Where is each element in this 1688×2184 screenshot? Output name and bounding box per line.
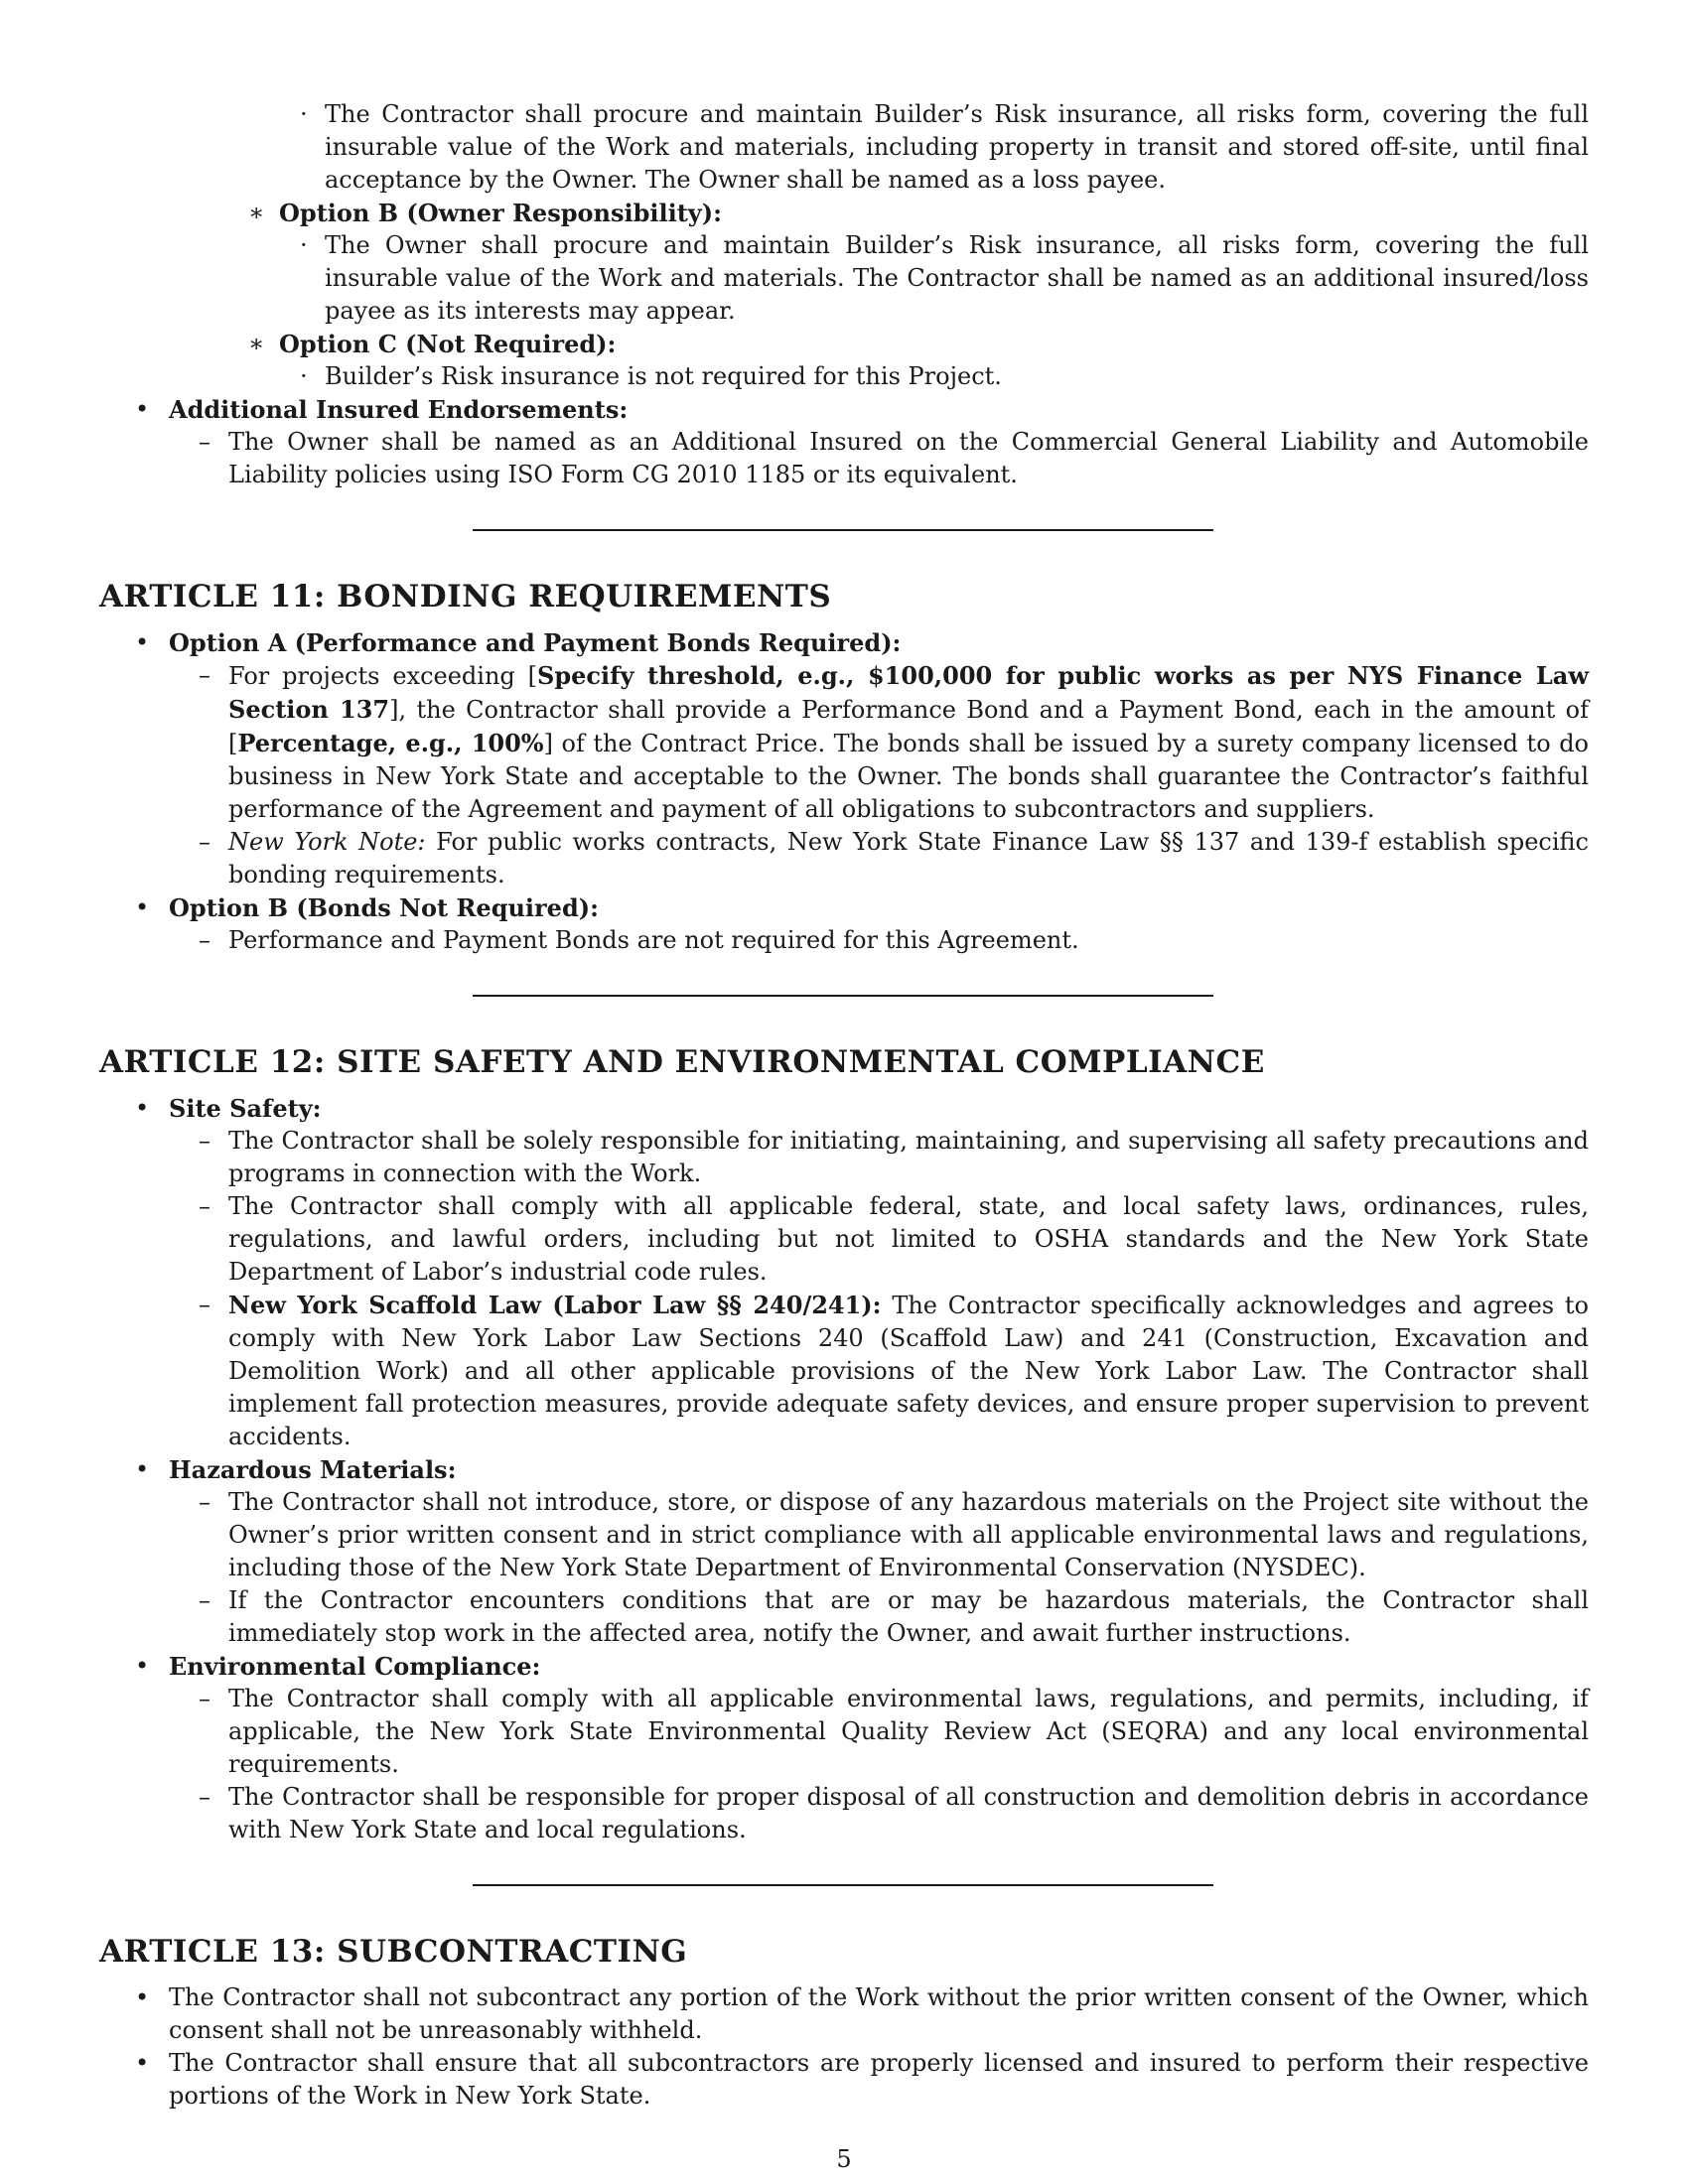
ny-note-text: For public works contracts, New York State Finance Law §§ 137 and 139-f establish specific bonding requirements.: [228, 828, 1590, 888]
bullet-asterisk: ∗: [248, 199, 265, 226]
scaffold-law-item: [228, 1289, 1589, 1453]
list-item: [99, 924, 1589, 957]
list-item: [99, 197, 1589, 229]
bullet-dash: –: [199, 1488, 211, 1516]
scaffold-law-text: The Contractor specifically acknowledges and agrees to comply with New York Labor Law Sections 240 (Scaffold Law) and 241 (Construction, Excavation and Demolition Work) and all other applicable provisions of the New York Labor Law. The Contractor shall implement fall protection measures, provide adequate safety devices, and ensure proper supervision to prevent accidents.: [228, 1292, 1590, 1450]
bullet-dash: –: [199, 1192, 211, 1220]
list-item: [99, 2047, 1589, 2113]
builders-risk-option-b-label: Option B (Owner Responsibility):: [279, 199, 722, 227]
list-item: [99, 1453, 1589, 1486]
article-11-heading: ARTICLE 11: BONDING REQUIREMENTS: [99, 579, 832, 614]
list-item: [99, 426, 1589, 491]
bullet-dash: –: [199, 661, 211, 689]
ny-note: [228, 826, 1589, 891]
article-13-heading: ARTICLE 13: SUBCONTRACTING: [99, 1934, 688, 1970]
bonds-option-b-text: Performance and Payment Bonds are not required for this Agreement.: [228, 926, 1079, 954]
environmental-compliance-item-1: The Contractor shall comply with all applicable environmental laws, regulations, and permits, including, if applicable, the New York State Environmental Quality Review Act (SEQRA) and any local environmental requirements.: [228, 1685, 1589, 1778]
bullet-dash: –: [199, 828, 211, 856]
page-number: 5: [836, 2145, 852, 2173]
list-item: [99, 626, 1589, 659]
list-item: [99, 826, 1589, 891]
text-run: ], the Contractor shall provide a Performance Bond and a Payment Bond, each in the amount of [: [228, 696, 1589, 757]
list-item: [99, 1584, 1589, 1650]
bullet-dash: –: [199, 428, 211, 456]
document-body: [99, 98, 1589, 2113]
bullet-dot: ·: [300, 231, 308, 259]
list-item: [99, 360, 1589, 393]
bullet: •: [135, 2049, 150, 2077]
bullet: •: [135, 628, 150, 656]
additional-insured-label: Additional Insured Endorsements:: [169, 395, 629, 424]
list-item: [99, 229, 1589, 328]
bullet-dash: –: [199, 1291, 211, 1318]
percentage-placeholder: Percentage, e.g., 100%: [237, 729, 544, 757]
environmental-compliance-label: Environmental Compliance:: [169, 1652, 541, 1681]
hazardous-materials-item-1: The Contractor shall not introduce, store, or dispose of any hazardous materials on the Project site without the Owner’s prior written consent and in strict compliance with all applicable environmental laws and regulations, including those of the New York State Department of Environmental Conservation (NYSDEC).: [228, 1488, 1589, 1581]
additional-insured-text: The Owner shall be named as an Additional Insured on the Commercial General Liability and Automobile Liability policies using ISO Form CG 2010 1185 or its equivalent.: [228, 428, 1589, 488]
site-safety-item-2: The Contractor shall comply with all applicable federal, state, and local safety laws, ordinances, rules, regulations, and lawful orders, including but not limited to OSHA standards and the New York State Department of Labor’s industrial code rules.: [228, 1192, 1589, 1286]
bonds-option-a-text: [228, 659, 1589, 826]
list-item: [99, 393, 1589, 426]
builders-risk-option-c-text: Builder’s Risk insurance is not required for this Project.: [325, 362, 1002, 390]
list-item: [99, 328, 1589, 360]
list-item: [99, 1092, 1589, 1125]
list-item: [99, 1289, 1589, 1453]
list-item: [99, 1125, 1589, 1190]
bullet-dash: –: [199, 1127, 211, 1155]
text-run: For projects exceeding [: [228, 662, 538, 690]
bullet: •: [135, 1983, 150, 2011]
list-item: [99, 1781, 1589, 1846]
list-item: [99, 1650, 1589, 1683]
bullet-asterisk: ∗: [248, 330, 265, 357]
bullet: •: [135, 395, 150, 423]
threshold-placeholder: Specify threshold, e.g., $100,000 for public works as per NYS Finance Law Section 137: [228, 661, 1589, 724]
bullet: •: [135, 893, 150, 921]
bullet-dash: –: [199, 1685, 211, 1712]
builders-risk-option-a-text: The Contractor shall procure and maintain Builder’s Risk insurance, all risks form, covering the full insurable value of the Work and materials, including property in transit and stored off-site, until final acceptance by the Owner. The Owner shall be named as a loss payee.: [325, 100, 1589, 194]
hazardous-materials-label: Hazardous Materials:: [169, 1455, 457, 1484]
list-item: [99, 1981, 1589, 2047]
text-run: ] of the Contract Price. The bonds shall be issued by a surety company licensed to do business in New York State and acceptable to the Owner. The bonds shall guarantee the Contractor’s faithful performance of the Agreement and payment of all obligations to subcontractors and suppliers.: [228, 730, 1590, 823]
subcontracting-item-2: The Contractor shall ensure that all subcontractors are properly licensed and insured to perform their respective portions of the Work in New York State.: [169, 2049, 1589, 2110]
bullet: •: [135, 1094, 150, 1122]
list-item: [99, 659, 1589, 826]
list-item: [99, 1190, 1589, 1289]
list-item: [99, 98, 1589, 197]
ny-note-label: New York Note:: [228, 828, 426, 856]
bullet-dot: ·: [300, 362, 308, 390]
list-item: [99, 891, 1589, 924]
bullet: •: [135, 1455, 150, 1483]
hazardous-materials-item-2: If the Contractor encounters conditions that are or may be hazardous materials, the Contractor shall immediately stop work in the affected area, notify the Owner, and await further instructions.: [228, 1586, 1589, 1647]
bullet-dash: –: [199, 1783, 211, 1811]
bullet: •: [135, 1652, 150, 1680]
bonds-option-a-label: Option A (Performance and Payment Bonds Required):: [169, 628, 902, 657]
bullet-dash: –: [199, 926, 211, 954]
site-safety-label: Site Safety:: [169, 1094, 322, 1123]
list-item: [99, 1486, 1589, 1584]
list-item: [99, 1683, 1589, 1781]
bonds-option-b-label: Option B (Bonds Not Required):: [169, 893, 599, 922]
environmental-compliance-item-2: The Contractor shall be responsible for proper disposal of all construction and demolition debris in accordance with New York State and local regulations.: [228, 1783, 1589, 1843]
builders-risk-option-c-label: Option C (Not Required):: [279, 330, 617, 358]
subcontracting-item-1: The Contractor shall not subcontract any portion of the Work without the prior written consent of the Owner, which consent shall not be unreasonably withheld.: [169, 1983, 1589, 2044]
scaffold-law-label: New York Scaffold Law (Labor Law §§ 240/241):: [228, 1291, 882, 1319]
site-safety-item-1: The Contractor shall be solely responsible for initiating, maintaining, and supervising all safety precautions and programs in connection with the Work.: [228, 1127, 1589, 1187]
article-12-heading: ARTICLE 12: SITE SAFETY AND ENVIRONMENTAL COMPLIANCE: [99, 1044, 1265, 1080]
bullet-dash: –: [199, 1586, 211, 1614]
bullet-dot: ·: [300, 100, 308, 128]
builders-risk-option-b-text: The Owner shall procure and maintain Builder’s Risk insurance, all risks form, covering the full insurable value of the Work and materials. The Contractor shall be named as an additional insured/loss payee as its interests may appear.: [325, 231, 1589, 325]
